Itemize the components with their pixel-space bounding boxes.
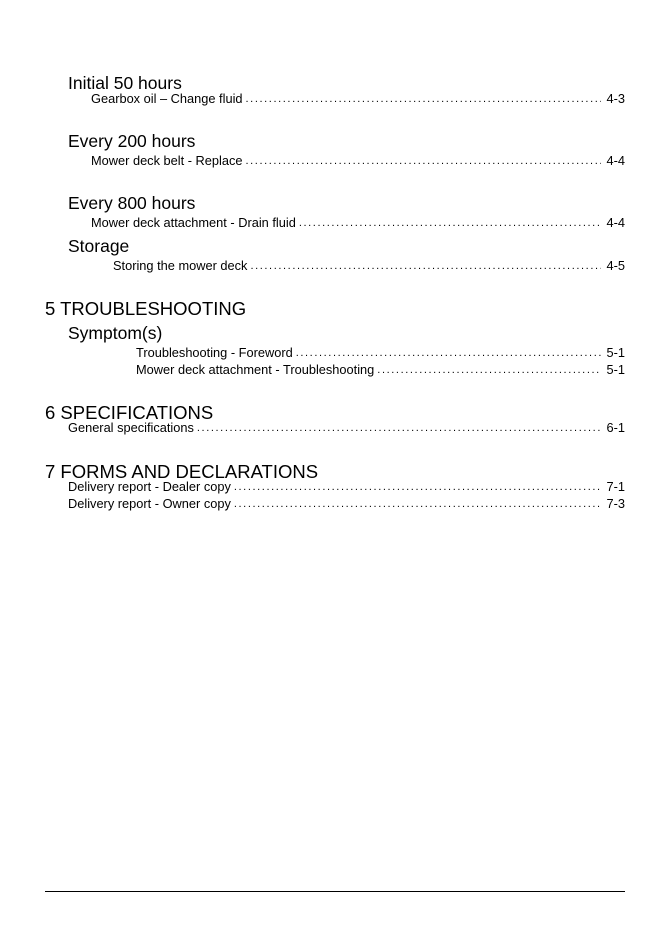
toc-entry-page: 5-1: [606, 362, 625, 378]
toc-entry-label: Gearbox oil – Change fluid: [91, 91, 243, 107]
dot-leader: [377, 365, 600, 377]
toc-entry-drain-fluid[interactable]: [91, 216, 625, 230]
toc-entry-general-specifications[interactable]: [68, 421, 625, 435]
dot-leader: [296, 348, 601, 360]
dot-leader: [234, 482, 601, 494]
toc-entry-page: 7-3: [606, 496, 625, 512]
toc-heading-symptoms: Symptom(s): [68, 323, 163, 343]
dot-leader: [246, 156, 601, 168]
dot-leader: [234, 499, 601, 511]
toc-heading-every-200-hours: Every 200 hours: [68, 131, 196, 151]
toc-entry-page: 4-4: [606, 153, 625, 169]
dot-leader: [197, 423, 601, 435]
toc-entry-label: Troubleshooting - Foreword: [136, 345, 293, 361]
toc-entry-page: 6-1: [606, 420, 625, 436]
toc-entry-label: Mower deck belt - Replace: [91, 153, 243, 169]
toc-heading-initial-50-hours: Initial 50 hours: [68, 73, 182, 93]
toc-entry-delivery-report-owner[interactable]: [68, 497, 625, 511]
toc-chapter-forms-and-declarations: 7 FORMS AND DECLARATIONS: [45, 461, 319, 482]
toc-entry-label: Mower deck attachment - Troubleshooting: [136, 362, 375, 378]
toc-entry-label: Mower deck attachment - Drain fluid: [91, 215, 296, 231]
dot-leader: [246, 94, 601, 106]
toc-chapter-troubleshooting: 5 TROUBLESHOOTING: [45, 298, 247, 319]
dot-leader: [250, 261, 600, 273]
footer-divider: [45, 891, 625, 892]
toc-heading-every-800-hours: Every 800 hours: [68, 193, 196, 213]
toc-entry-label: General specifications: [68, 420, 194, 436]
toc-entry-troubleshooting-foreword[interactable]: [136, 346, 625, 360]
toc-entry-gearbox-oil[interactable]: [91, 92, 625, 106]
toc-entry-page: 5-1: [606, 345, 625, 361]
toc-entry-mower-deck-troubleshooting[interactable]: [136, 363, 625, 377]
dot-leader: [299, 218, 601, 230]
toc-entry-page: 4-3: [606, 91, 625, 107]
toc-entry-delivery-report-dealer[interactable]: [68, 480, 625, 494]
toc-entry-mower-deck-belt[interactable]: [91, 154, 625, 168]
toc-entry-page: 7-1: [606, 479, 625, 495]
toc-entry-label: Storing the mower deck: [113, 258, 248, 274]
toc-entry-page: 4-4: [606, 215, 625, 231]
toc-entry-storing-mower-deck[interactable]: [113, 259, 625, 273]
toc-heading-storage: Storage: [68, 236, 130, 256]
toc-entry-page: 4-5: [606, 258, 625, 274]
toc-chapter-specifications: 6 SPECIFICATIONS: [45, 402, 214, 423]
toc-entry-label: Delivery report - Dealer copy: [68, 479, 231, 495]
toc-entry-label: Delivery report - Owner copy: [68, 496, 231, 512]
